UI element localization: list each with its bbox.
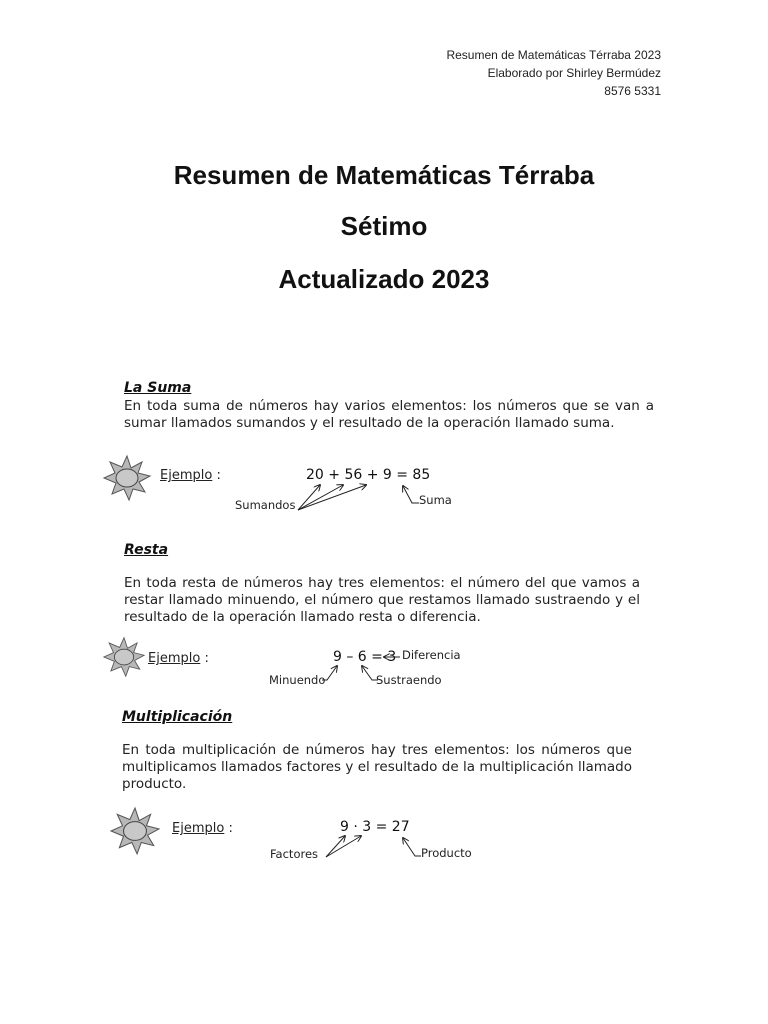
arrow-factores-1	[326, 836, 345, 857]
updated-title: Actualizado 2023	[278, 264, 490, 294]
label-factores: Factores	[270, 847, 319, 861]
section-title-suma: La Suma	[124, 380, 192, 396]
arrow-suma	[403, 486, 419, 503]
arrow-sumandos-2	[298, 485, 343, 510]
section-title-multiplicacion: Multiplicación	[122, 709, 233, 725]
arrow-factores-2	[326, 836, 361, 857]
arrow-producto	[403, 838, 421, 856]
header-line-title: Resumen de Matemáticas Térraba 2023	[446, 48, 661, 62]
main-title: Resumen de Matemáticas Térraba	[173, 160, 595, 190]
label-diferencia: Diferencia	[402, 648, 461, 662]
arrow-sumandos-1	[298, 485, 320, 510]
section-title-resta: Resta	[124, 542, 169, 558]
section-text-multiplicacion: En toda multiplicación de números hay tres elementos: los números que multiplicamos llamados factores y el resultado de la multiplicación llamado producto.	[122, 742, 632, 792]
label-sustraendo: Sustraendo	[376, 673, 442, 687]
equation-multiplicacion: 9 · 3 = 27	[340, 819, 410, 835]
label-producto: Producto	[421, 846, 472, 860]
section-text-suma: En toda suma de números hay varios elementos: los números que se van a sumar llamados sumandos y el resultado de la operación llamado suma.	[124, 398, 654, 431]
label-suma: Suma	[419, 493, 452, 507]
example-label-suma: Ejemplo :	[160, 468, 221, 483]
example-label-resta: Ejemplo :	[148, 651, 209, 666]
label-sumandos: Sumandos	[235, 498, 296, 512]
sun-icon	[108, 806, 162, 856]
header-line-author: Elaborado por Shirley Bermúdez	[487, 66, 661, 80]
page-header	[446, 46, 661, 100]
sun-icon	[102, 636, 146, 678]
example-label-multiplicacion: Ejemplo :	[172, 821, 233, 836]
equation-suma: 20 + 56 + 9 = 85	[306, 467, 431, 483]
grade-title: Sétimo	[340, 211, 428, 241]
arrow-sumandos-3	[298, 485, 366, 510]
sun-icon	[102, 454, 152, 502]
label-minuendo: Minuendo	[269, 673, 326, 687]
section-text-resta: En toda resta de números hay tres elementos: el número del que vamos a restar llamado minuendo, el número que restamos llamado sustraendo y el resultado de la operación llamado resta o diferencia.	[124, 575, 640, 625]
equation-resta: 9 – 6 = 3	[333, 649, 397, 665]
header-line-phone: 8576 5331	[604, 84, 661, 98]
